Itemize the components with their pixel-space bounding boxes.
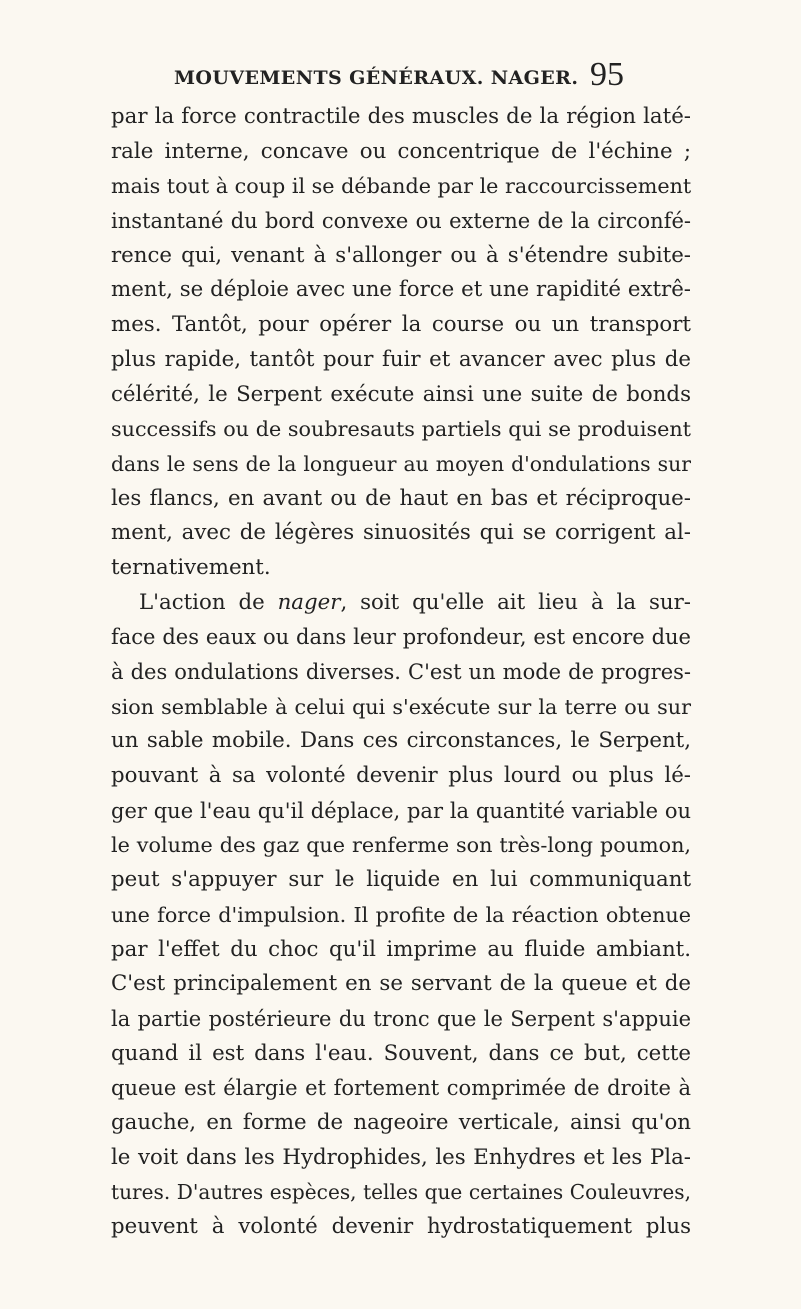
text-line: dans le sens de la longueur au moyen d'ondulations sur	[111, 451, 691, 476]
text-line: instantané du bord convexe ou externe de la circonfé-	[111, 209, 691, 234]
text-line: un sable mobile. Dans ces circonstances, le Serpent,	[111, 728, 691, 754]
italic-word: nager	[277, 589, 341, 615]
text-line: rence qui, venant à s'allonger ou à s'étendre subite-	[111, 242, 691, 268]
text-line: C'est principalement en se servant de la queue et de	[111, 971, 691, 997]
text-line: la partie postérieure du tronc que le Serpent s'appuie	[111, 1006, 691, 1031]
text-line: peuvent à volonté devenir hydrostatiquement plus	[111, 1214, 691, 1239]
body-text	[111, 100, 691, 1245]
text-line: ternativement.	[111, 554, 271, 580]
text-line: les flancs, en avant ou de haut en bas et réciproque-	[111, 485, 691, 511]
text-line: célérité, le Serpent exécute ainsi une suite de bonds	[111, 381, 691, 407]
text-line: gauche, en forme de nageoire verticale, ainsi qu'on	[111, 1109, 691, 1135]
page-number: 95	[590, 56, 624, 93]
text-fragment: , soit qu'elle ait lieu à la sur-	[340, 589, 691, 615]
text-line: peut s'appuyer sur le liquide en lui communiquant	[111, 867, 691, 893]
text-line: ger que l'eau qu'il déplace, par la quantité variable ou	[111, 798, 691, 823]
text-line: mais tout à coup il se débande par le raccourcissement	[111, 174, 692, 199]
text-line: mes. Tantôt, pour opérer la course ou un transport	[111, 312, 691, 338]
text-fragment: L'action de	[139, 589, 278, 615]
text-line: ment, se déploie avec une force et une rapidité extrê-	[111, 277, 691, 303]
text-line: successifs ou de soubresauts partiels qui se produisent	[111, 417, 691, 442]
text-line: le volume des gaz que renferme son très-long poumon,	[111, 833, 691, 858]
text-line: ment, avec de légères sinuosités qui se corrigent al-	[111, 520, 691, 546]
text-line: à des ondulations diverses. C'est un mode de progres-	[111, 660, 691, 684]
text-line: le voit dans les Hydrophides, les Enhydres et les Pla-	[111, 1144, 691, 1170]
text-line: tures. D'autres espèces, telles que certaines Couleuvres,	[111, 1180, 691, 1205]
page-header	[174, 56, 624, 93]
text-line: par l'effet du choc qu'il imprime au fluide ambiant.	[111, 936, 691, 962]
paragraph-start-line	[111, 586, 691, 621]
text-line: face des eaux ou dans leur profondeur, est encore due	[111, 625, 691, 650]
text-line: quand il est dans l'eau. Souvent, dans ce but, cette	[111, 1040, 691, 1066]
text-line: queue est élargie et fortement comprimée de droite à	[111, 1076, 691, 1101]
running-head: MOUVEMENTS GÉNÉRAUX. NAGER.	[174, 67, 579, 89]
text-line: plus rapide, tantôt pour fuir et avancer avec plus de	[111, 346, 691, 372]
text-line: pouvant à sa volonté devenir plus lourd ou plus lé-	[111, 763, 691, 789]
text-line: une force d'impulsion. Il profite de la réaction obtenue	[111, 902, 691, 927]
text-line: rale interne, concave ou concentrique de l'échine ;	[111, 138, 691, 164]
text-line: par la force contractile des muscles de la région laté-	[111, 104, 691, 129]
text-line: sion semblable à celui qui s'exécute sur la terre ou sur	[111, 694, 691, 719]
